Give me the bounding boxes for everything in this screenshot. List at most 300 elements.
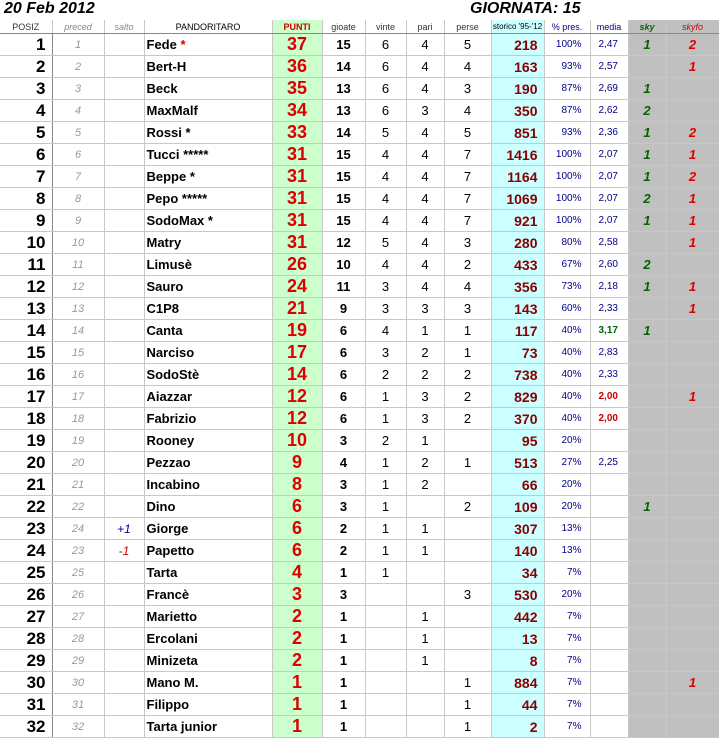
media-cell: 2,57 bbox=[590, 56, 628, 78]
storico-cell: 73 bbox=[491, 342, 544, 364]
gioate-cell: 3 bbox=[322, 474, 365, 496]
preced-cell: 30 bbox=[52, 672, 104, 694]
col-header-pandoritaro: PANDORITARO bbox=[144, 20, 272, 34]
punti-cell: 6 bbox=[272, 540, 322, 562]
table-row bbox=[0, 606, 719, 628]
gioate-cell: 3 bbox=[322, 584, 365, 606]
gioate-cell: 1 bbox=[322, 562, 365, 584]
table-row bbox=[0, 562, 719, 584]
vinte-cell: 3 bbox=[365, 298, 406, 320]
name-cell bbox=[144, 254, 272, 276]
player-name: Tucci ***** bbox=[146, 147, 209, 162]
vinte-cell: 6 bbox=[365, 78, 406, 100]
preced-cell: 7 bbox=[52, 166, 104, 188]
pres-cell: 7% bbox=[544, 716, 590, 738]
name-cell bbox=[144, 716, 272, 738]
name-cell bbox=[144, 298, 272, 320]
skyfo-cell: 1 bbox=[666, 386, 719, 408]
pari-cell: 1 bbox=[406, 518, 444, 540]
position-cell: 7 bbox=[0, 166, 52, 188]
player-name: Bert-H bbox=[146, 59, 187, 74]
position-cell: 5 bbox=[0, 122, 52, 144]
preced-cell: 13 bbox=[52, 298, 104, 320]
pari-cell: 2 bbox=[406, 474, 444, 496]
perse-cell: 4 bbox=[444, 276, 491, 298]
standings-table bbox=[0, 20, 719, 738]
name-cell bbox=[144, 78, 272, 100]
punti-cell: 12 bbox=[272, 386, 322, 408]
preced-cell: 17 bbox=[52, 386, 104, 408]
preced-cell: 19 bbox=[52, 430, 104, 452]
pres-cell: 7% bbox=[544, 694, 590, 716]
punti-cell: 31 bbox=[272, 166, 322, 188]
perse-cell: 3 bbox=[444, 298, 491, 320]
pari-cell bbox=[406, 496, 444, 518]
salto-cell bbox=[104, 34, 144, 56]
perse-cell: 5 bbox=[444, 122, 491, 144]
sky-cell bbox=[628, 386, 666, 408]
pres-cell: 13% bbox=[544, 518, 590, 540]
name-cell bbox=[144, 232, 272, 254]
sky-cell: 2 bbox=[628, 254, 666, 276]
gioate-cell: 14 bbox=[322, 56, 365, 78]
pres-cell: 73% bbox=[544, 276, 590, 298]
name-cell bbox=[144, 144, 272, 166]
skyfo-cell bbox=[666, 584, 719, 606]
sky-cell bbox=[628, 540, 666, 562]
col-header-perse: perse bbox=[444, 20, 491, 34]
table-row bbox=[0, 408, 719, 430]
media-cell: 3,17 bbox=[590, 320, 628, 342]
pari-cell bbox=[406, 562, 444, 584]
storico-cell: 738 bbox=[491, 364, 544, 386]
salto-cell bbox=[104, 320, 144, 342]
table-row bbox=[0, 672, 719, 694]
table-row bbox=[0, 78, 719, 100]
storico-cell: 442 bbox=[491, 606, 544, 628]
punti-cell: 17 bbox=[272, 342, 322, 364]
perse-cell: 4 bbox=[444, 56, 491, 78]
storico-cell: 95 bbox=[491, 430, 544, 452]
salto-cell bbox=[104, 474, 144, 496]
media-cell bbox=[590, 474, 628, 496]
punti-cell: 1 bbox=[272, 694, 322, 716]
perse-cell: 7 bbox=[444, 210, 491, 232]
sky-cell: 1 bbox=[628, 276, 666, 298]
gioate-cell: 1 bbox=[322, 672, 365, 694]
vinte-cell: 3 bbox=[365, 342, 406, 364]
media-cell: 2,07 bbox=[590, 166, 628, 188]
pari-cell: 1 bbox=[406, 606, 444, 628]
perse-cell: 1 bbox=[444, 716, 491, 738]
name-cell bbox=[144, 430, 272, 452]
player-name: Rossi * bbox=[146, 125, 191, 140]
perse-cell: 3 bbox=[444, 584, 491, 606]
salto-cell bbox=[104, 628, 144, 650]
pari-cell: 2 bbox=[406, 364, 444, 386]
gioate-cell: 1 bbox=[322, 716, 365, 738]
punti-cell: 34 bbox=[272, 100, 322, 122]
player-name: Minizeta bbox=[146, 653, 198, 668]
preced-cell: 22 bbox=[52, 496, 104, 518]
vinte-cell: 6 bbox=[365, 56, 406, 78]
media-cell: 2,33 bbox=[590, 298, 628, 320]
perse-cell: 2 bbox=[444, 386, 491, 408]
vinte-cell bbox=[365, 716, 406, 738]
media-cell: 2,33 bbox=[590, 364, 628, 386]
vinte-cell: 1 bbox=[365, 452, 406, 474]
col-header-sky: sky bbox=[628, 20, 666, 34]
vinte-cell: 4 bbox=[365, 320, 406, 342]
perse-cell bbox=[444, 518, 491, 540]
skyfo-cell: 1 bbox=[666, 672, 719, 694]
skyfo-cell bbox=[666, 254, 719, 276]
salto-cell bbox=[104, 430, 144, 452]
vinte-cell: 2 bbox=[365, 430, 406, 452]
player-name: Pepo ***** bbox=[146, 191, 208, 206]
media-cell: 2,25 bbox=[590, 452, 628, 474]
gioate-cell: 1 bbox=[322, 650, 365, 672]
gioate-cell: 15 bbox=[322, 34, 365, 56]
pari-cell: 4 bbox=[406, 276, 444, 298]
storico-cell: 307 bbox=[491, 518, 544, 540]
storico-cell: 884 bbox=[491, 672, 544, 694]
vinte-cell: 4 bbox=[365, 254, 406, 276]
name-cell bbox=[144, 584, 272, 606]
preced-cell: 21 bbox=[52, 474, 104, 496]
pres-cell: 27% bbox=[544, 452, 590, 474]
table-row bbox=[0, 100, 719, 122]
name-cell bbox=[144, 210, 272, 232]
player-name: Sauro bbox=[146, 279, 184, 294]
salto-cell bbox=[104, 386, 144, 408]
player-name: Beck bbox=[146, 81, 178, 96]
media-cell bbox=[590, 540, 628, 562]
perse-cell bbox=[444, 474, 491, 496]
salto-cell bbox=[104, 298, 144, 320]
table-body bbox=[0, 34, 719, 738]
preced-cell: 10 bbox=[52, 232, 104, 254]
table-row bbox=[0, 452, 719, 474]
salto-cell bbox=[104, 232, 144, 254]
salto-cell: +1 bbox=[104, 518, 144, 540]
position-cell: 13 bbox=[0, 298, 52, 320]
table-row bbox=[0, 716, 719, 738]
storico-cell: 8 bbox=[491, 650, 544, 672]
salto-cell bbox=[104, 672, 144, 694]
pari-cell: 2 bbox=[406, 342, 444, 364]
preced-cell: 6 bbox=[52, 144, 104, 166]
pres-cell: 13% bbox=[544, 540, 590, 562]
sky-cell bbox=[628, 364, 666, 386]
perse-cell: 1 bbox=[444, 452, 491, 474]
player-name: SodoMax * bbox=[146, 213, 213, 228]
name-cell bbox=[144, 496, 272, 518]
salto-cell bbox=[104, 276, 144, 298]
skyfo-cell bbox=[666, 408, 719, 430]
position-cell: 12 bbox=[0, 276, 52, 298]
player-name: Fede bbox=[146, 37, 177, 52]
pres-cell: 40% bbox=[544, 320, 590, 342]
name-cell bbox=[144, 342, 272, 364]
sky-cell bbox=[628, 584, 666, 606]
preced-cell: 2 bbox=[52, 56, 104, 78]
position-cell: 32 bbox=[0, 716, 52, 738]
skyfo-cell bbox=[666, 716, 719, 738]
table-row bbox=[0, 166, 719, 188]
perse-cell bbox=[444, 650, 491, 672]
punti-cell: 26 bbox=[272, 254, 322, 276]
pres-cell: 20% bbox=[544, 496, 590, 518]
media-cell: 2,07 bbox=[590, 144, 628, 166]
col-header-media: media bbox=[590, 20, 628, 34]
preced-cell: 3 bbox=[52, 78, 104, 100]
storico-cell: 163 bbox=[491, 56, 544, 78]
sky-cell bbox=[628, 56, 666, 78]
table-row bbox=[0, 232, 719, 254]
position-cell: 3 bbox=[0, 78, 52, 100]
pres-cell: 100% bbox=[544, 188, 590, 210]
skyfo-cell bbox=[666, 628, 719, 650]
perse-cell: 2 bbox=[444, 496, 491, 518]
vinte-cell: 4 bbox=[365, 144, 406, 166]
table-row bbox=[0, 254, 719, 276]
vinte-cell: 5 bbox=[365, 232, 406, 254]
salto-cell bbox=[104, 452, 144, 474]
pari-cell bbox=[406, 672, 444, 694]
storico-cell: 829 bbox=[491, 386, 544, 408]
pari-cell: 3 bbox=[406, 100, 444, 122]
table-row bbox=[0, 276, 719, 298]
player-name: Filippo bbox=[146, 697, 190, 712]
salto-cell bbox=[104, 254, 144, 276]
position-cell: 9 bbox=[0, 210, 52, 232]
table-row bbox=[0, 430, 719, 452]
name-cell bbox=[144, 100, 272, 122]
pres-cell: 87% bbox=[544, 100, 590, 122]
name-cell bbox=[144, 650, 272, 672]
sky-cell bbox=[628, 606, 666, 628]
name-cell bbox=[144, 452, 272, 474]
table-row bbox=[0, 474, 719, 496]
pres-cell: 20% bbox=[544, 474, 590, 496]
sky-cell: 1 bbox=[628, 210, 666, 232]
salto-cell bbox=[104, 188, 144, 210]
vinte-cell: 1 bbox=[365, 540, 406, 562]
salto-cell bbox=[104, 56, 144, 78]
punti-cell: 8 bbox=[272, 474, 322, 496]
col-header-preced: preced bbox=[52, 20, 104, 34]
gioate-cell: 1 bbox=[322, 694, 365, 716]
sky-cell bbox=[628, 298, 666, 320]
perse-cell: 1 bbox=[444, 320, 491, 342]
player-name: Mano M. bbox=[146, 675, 199, 690]
name-cell bbox=[144, 188, 272, 210]
storico-cell: 1164 bbox=[491, 166, 544, 188]
preced-cell: 23 bbox=[52, 540, 104, 562]
perse-cell bbox=[444, 606, 491, 628]
position-cell: 19 bbox=[0, 430, 52, 452]
name-cell bbox=[144, 122, 272, 144]
position-cell: 21 bbox=[0, 474, 52, 496]
gioate-cell: 6 bbox=[322, 320, 365, 342]
pres-cell: 7% bbox=[544, 672, 590, 694]
vinte-cell: 5 bbox=[365, 122, 406, 144]
sky-cell bbox=[628, 518, 666, 540]
table-row bbox=[0, 320, 719, 342]
red-star-mark: * bbox=[176, 37, 186, 52]
player-name: Beppe * bbox=[146, 169, 195, 184]
position-cell: 8 bbox=[0, 188, 52, 210]
pres-cell: 100% bbox=[544, 166, 590, 188]
sky-cell bbox=[628, 452, 666, 474]
pari-cell: 4 bbox=[406, 122, 444, 144]
player-name: Rooney bbox=[146, 433, 195, 448]
storico-cell: 350 bbox=[491, 100, 544, 122]
storico-cell: 433 bbox=[491, 254, 544, 276]
pres-cell: 40% bbox=[544, 364, 590, 386]
table-row bbox=[0, 342, 719, 364]
preced-cell: 4 bbox=[52, 100, 104, 122]
preced-cell: 27 bbox=[52, 606, 104, 628]
sky-cell bbox=[628, 562, 666, 584]
table-row bbox=[0, 188, 719, 210]
skyfo-cell bbox=[666, 650, 719, 672]
media-cell: 2,18 bbox=[590, 276, 628, 298]
punti-cell: 36 bbox=[272, 56, 322, 78]
position-cell: 27 bbox=[0, 606, 52, 628]
perse-cell: 7 bbox=[444, 166, 491, 188]
position-cell: 24 bbox=[0, 540, 52, 562]
player-name: Limusè bbox=[146, 257, 193, 272]
preced-cell: 31 bbox=[52, 694, 104, 716]
pari-cell: 4 bbox=[406, 166, 444, 188]
player-name: Dino bbox=[146, 499, 176, 514]
skyfo-cell bbox=[666, 320, 719, 342]
skyfo-cell: 1 bbox=[666, 144, 719, 166]
col-header-gioate: gioate bbox=[322, 20, 365, 34]
salto-cell bbox=[104, 716, 144, 738]
pari-cell: 4 bbox=[406, 254, 444, 276]
sky-cell bbox=[628, 430, 666, 452]
position-cell: 16 bbox=[0, 364, 52, 386]
name-cell bbox=[144, 56, 272, 78]
position-cell: 30 bbox=[0, 672, 52, 694]
player-name: Aiazzar bbox=[146, 389, 193, 404]
gioate-cell: 1 bbox=[322, 606, 365, 628]
pari-cell: 4 bbox=[406, 188, 444, 210]
col-header-vinte: vinte bbox=[365, 20, 406, 34]
skyfo-cell bbox=[666, 342, 719, 364]
pari-cell: 3 bbox=[406, 386, 444, 408]
gioate-cell: 2 bbox=[322, 540, 365, 562]
preced-cell: 9 bbox=[52, 210, 104, 232]
preced-cell: 24 bbox=[52, 518, 104, 540]
player-name: C1P8 bbox=[146, 301, 180, 316]
gioate-cell: 6 bbox=[322, 364, 365, 386]
storico-cell: 280 bbox=[491, 232, 544, 254]
sky-cell: 1 bbox=[628, 144, 666, 166]
skyfo-cell: 2 bbox=[666, 122, 719, 144]
gioate-cell: 15 bbox=[322, 188, 365, 210]
vinte-cell bbox=[365, 628, 406, 650]
punti-cell: 35 bbox=[272, 78, 322, 100]
pres-cell: 93% bbox=[544, 56, 590, 78]
perse-cell bbox=[444, 540, 491, 562]
media-cell bbox=[590, 518, 628, 540]
salto-cell bbox=[104, 166, 144, 188]
position-cell: 23 bbox=[0, 518, 52, 540]
col-header-salto: salto bbox=[104, 20, 144, 34]
vinte-cell: 4 bbox=[365, 210, 406, 232]
sky-cell bbox=[628, 232, 666, 254]
perse-cell: 1 bbox=[444, 672, 491, 694]
pres-cell: 80% bbox=[544, 232, 590, 254]
table-row bbox=[0, 364, 719, 386]
vinte-cell: 1 bbox=[365, 496, 406, 518]
position-cell: 22 bbox=[0, 496, 52, 518]
pari-cell: 4 bbox=[406, 232, 444, 254]
perse-cell: 2 bbox=[444, 254, 491, 276]
position-cell: 11 bbox=[0, 254, 52, 276]
position-cell: 28 bbox=[0, 628, 52, 650]
perse-cell: 7 bbox=[444, 188, 491, 210]
storico-cell: 218 bbox=[491, 34, 544, 56]
skyfo-cell: 2 bbox=[666, 166, 719, 188]
position-cell: 1 bbox=[0, 34, 52, 56]
salto-cell bbox=[104, 144, 144, 166]
skyfo-cell bbox=[666, 452, 719, 474]
skyfo-cell bbox=[666, 518, 719, 540]
salto-cell bbox=[104, 122, 144, 144]
perse-cell: 2 bbox=[444, 408, 491, 430]
position-cell: 2 bbox=[0, 56, 52, 78]
pres-cell: 40% bbox=[544, 386, 590, 408]
skyfo-cell bbox=[666, 496, 719, 518]
player-name: Ercolani bbox=[146, 631, 198, 646]
name-cell bbox=[144, 34, 272, 56]
skyfo-cell bbox=[666, 474, 719, 496]
storico-cell: 851 bbox=[491, 122, 544, 144]
position-cell: 15 bbox=[0, 342, 52, 364]
gioate-cell: 15 bbox=[322, 166, 365, 188]
pres-cell: 100% bbox=[544, 34, 590, 56]
skyfo-cell: 1 bbox=[666, 276, 719, 298]
storico-cell: 190 bbox=[491, 78, 544, 100]
salto-cell bbox=[104, 650, 144, 672]
skyfo-cell bbox=[666, 562, 719, 584]
preced-cell: 8 bbox=[52, 188, 104, 210]
preced-cell: 14 bbox=[52, 320, 104, 342]
sky-cell: 1 bbox=[628, 166, 666, 188]
sky-cell: 1 bbox=[628, 34, 666, 56]
sky-cell: 1 bbox=[628, 496, 666, 518]
vinte-cell: 1 bbox=[365, 518, 406, 540]
vinte-cell bbox=[365, 650, 406, 672]
media-cell: 2,83 bbox=[590, 342, 628, 364]
skyfo-cell: 1 bbox=[666, 232, 719, 254]
salto-cell bbox=[104, 606, 144, 628]
vinte-cell: 1 bbox=[365, 408, 406, 430]
punti-cell: 31 bbox=[272, 232, 322, 254]
skyfo-cell bbox=[666, 78, 719, 100]
perse-cell: 4 bbox=[444, 100, 491, 122]
media-cell bbox=[590, 496, 628, 518]
pres-cell: 7% bbox=[544, 650, 590, 672]
vinte-cell: 4 bbox=[365, 166, 406, 188]
skyfo-cell bbox=[666, 606, 719, 628]
gioate-cell: 4 bbox=[322, 452, 365, 474]
